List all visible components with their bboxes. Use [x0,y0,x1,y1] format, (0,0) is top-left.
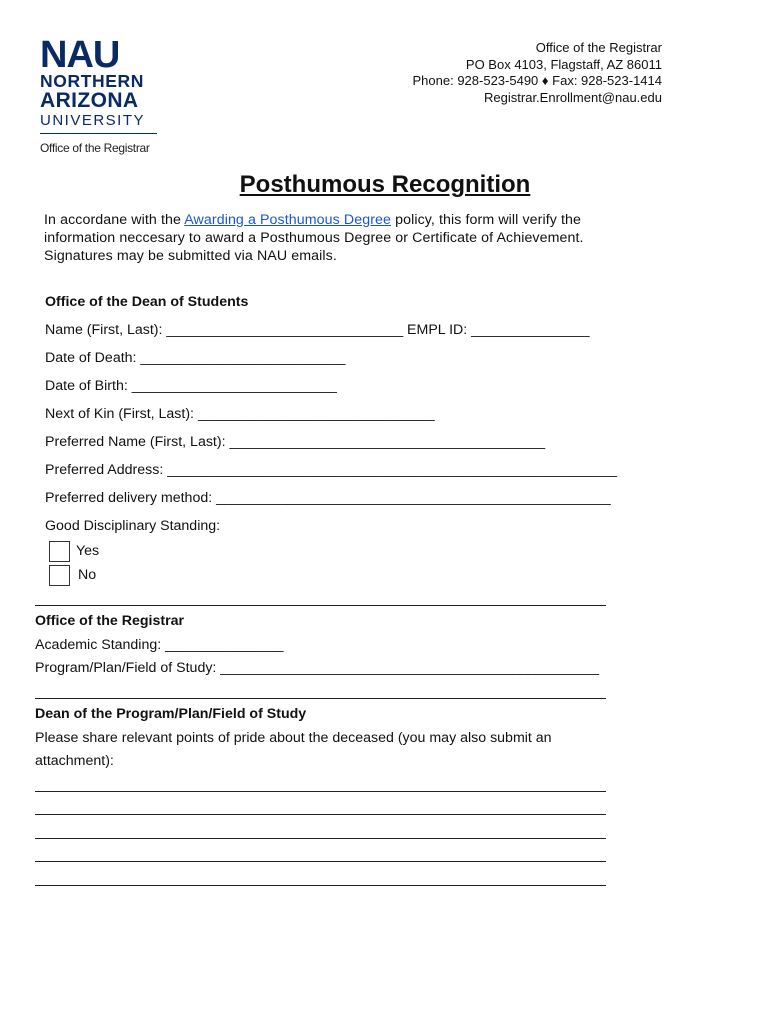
answer-line[interactable] [35,885,606,886]
logo-northern: NORTHERN [40,71,144,91]
answer-line[interactable] [35,791,606,792]
points-of-pride-prompt: Please share relevant points of pride about the deceased (you may also submit an [35,730,552,746]
program-field[interactable]: Program/Plan/Field of Study: ________________________________________________ [35,660,600,676]
logo-nau: NAU [40,34,120,76]
contact-email: Registrar.Enrollment@nau.edu [484,89,662,105]
option-no-label: No [78,567,97,583]
academic-standing-field[interactable]: Academic Standing: _______________ [35,637,284,653]
logo-university: UNIVERSITY [40,112,146,129]
points-of-pride-prompt-cont: attachment): [35,753,114,769]
disciplinary-standing-label: Good Disciplinary Standing: [45,518,221,534]
answer-line[interactable] [35,861,606,862]
intro-after-link: policy, this form will verify the information neccesary to award a Posthumous Degree or Certificate of Achievement. Signatures may be submitted via NAU emails. [44,212,584,264]
dean-program-heading: Dean of the Program/Plan/Field of Study [35,706,307,722]
contact-address: PO Box 4103, Flagstaff, AZ 86011 [465,56,662,72]
intro-paragraph [44,211,644,265]
checkbox-yes[interactable] [49,541,70,562]
preferred-address-field[interactable]: Preferred Address: _________________________________________________________ [45,462,617,478]
contact-office: Office of the Registrar [535,40,662,55]
date-of-death-field[interactable]: Date of Death: __________________________ [45,350,346,366]
answer-line[interactable] [35,838,606,839]
nau-logo [40,34,165,155]
contact-phone-fax: Phone: 928-523-5490 ♦ Fax: 928-523-1414 [412,73,662,88]
intro-before-link: In accordane with the [44,212,185,228]
preferred-name-field[interactable]: Preferred Name (First, Last): ________________________________________ [45,434,546,450]
contact-block [413,40,662,106]
logo-arizona: ARIZONA [40,89,139,112]
logo-office: Office of the Registrar [40,141,150,155]
policy-link[interactable]: Awarding a Posthumous Degree [184,212,392,228]
checkbox-no[interactable] [49,565,70,586]
page-title: Posthumous Recognition [239,171,531,198]
option-yes-label: Yes [76,543,100,559]
registrar-heading: Office of the Registrar [35,613,184,629]
answer-line[interactable] [35,814,606,815]
delivery-method-field[interactable]: Preferred delivery method: __________________________________________________ [45,490,611,506]
dean-students-heading: Office of the Dean of Students [45,294,249,310]
section-divider [35,698,606,699]
next-of-kin-field[interactable]: Next of Kin (First, Last): ______________________________ [45,406,435,422]
name-empl-field[interactable]: Name (First, Last): ______________________________ EMPL ID: _______________ [45,322,590,338]
section-divider [35,605,606,606]
logo-divider [40,133,157,134]
date-of-birth-field[interactable]: Date of Birth: __________________________ [45,378,337,394]
